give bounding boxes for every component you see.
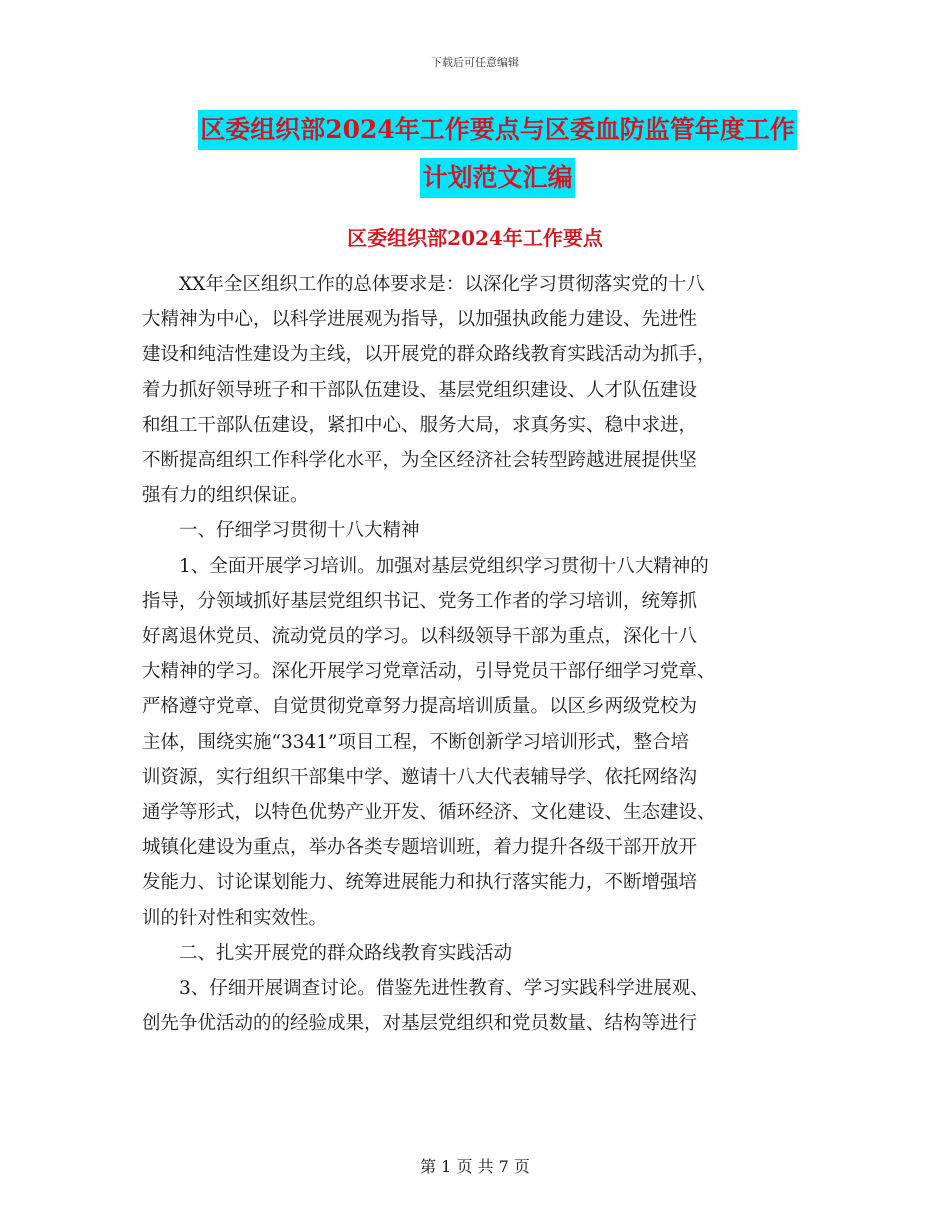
text-line: 严格遵守党章、自觉贯彻党章努力提高培训质量。以区乡两级党校为 [142, 696, 698, 718]
text-line: 城镇化建设为重点，举办各类专题培训班，着力提升各级干部开放开 [142, 837, 698, 859]
text-line: 通学等形式，以特色优势产业开发、循环经济、文化建设、生态建设、 [142, 802, 716, 824]
text-line: 3、仔细开展调查讨论。借鉴先进性教育、学习实践科学进展观、 [179, 978, 709, 1000]
document-title [185, 110, 810, 198]
text-line: 好离退休党员、流动党员的学习。以科级领导干部为重点，深化十八 [142, 626, 698, 648]
text-line: 不断提高组织工作科学化水平，为全区经济社会转型跨越进展提供坚 [142, 450, 698, 472]
title-line-2: 计划范文汇编 [420, 158, 574, 198]
subheading: 二、扎实开展党的群众路线教育实践活动 [179, 942, 513, 964]
text-line: 指导，分领域抓好基层党组织书记、党务工作者的学习培训，统筹抓 [142, 590, 698, 612]
subheading: 一、仔细学习贯彻十八大精神 [179, 520, 420, 542]
text-line: 和组工干部队伍建设，紧扣中心、服务大局，求真务实、稳中求进， [142, 414, 698, 436]
text-line: 创先争优活动的的经验成果，对基层党组织和党员数量、结构等进行 [142, 1013, 698, 1035]
title-line-1: 区委组织部2024年工作要点与区委血防监管年度工作 [198, 110, 797, 150]
text-line: XX年全区组织工作的总体要求是：以深化学习贯彻落实党的十八 [179, 274, 705, 295]
text-line: 建设和纯洁性建设为主线，以开展党的群众路线教育实践活动为抓手， [142, 344, 716, 366]
text-line: 训资源，实行组织干部集中学、邀请十八大代表辅导学、依托网络沟 [142, 766, 698, 788]
text-line: 发能力、讨论谋划能力、统筹进展能力和执行落实能力，不断增强培 [142, 872, 698, 894]
page-footer: 第 1 页 共 7 页 [420, 1157, 530, 1176]
header-note: 下载后可任意编辑 [431, 56, 519, 69]
section-title: 区委组织部2024年工作要点 [347, 226, 603, 250]
text-line: 大精神的学习。深化开展学习党章活动，引导党员干部仔细学习党章、 [142, 661, 716, 683]
text-line: 训的针对性和实效性。 [142, 907, 328, 929]
text-line: 着力抓好领导班子和干部队伍建设、基层党组织建设、人才队伍建设 [142, 379, 698, 401]
text-line: 大精神为中心，以科学进展观为指导，以加强执政能力建设、先进性 [142, 309, 698, 331]
text-line: 1、全面开展学习培训。加强对基层党组织学习贯彻十八大精神的 [179, 555, 709, 577]
text-line: 主体，围绕实施“3341”项目工程，不断创新学习培训形式，整合培 [142, 731, 689, 753]
text-line: 强有力的组织保证。 [142, 485, 309, 507]
body-text [142, 267, 808, 1041]
